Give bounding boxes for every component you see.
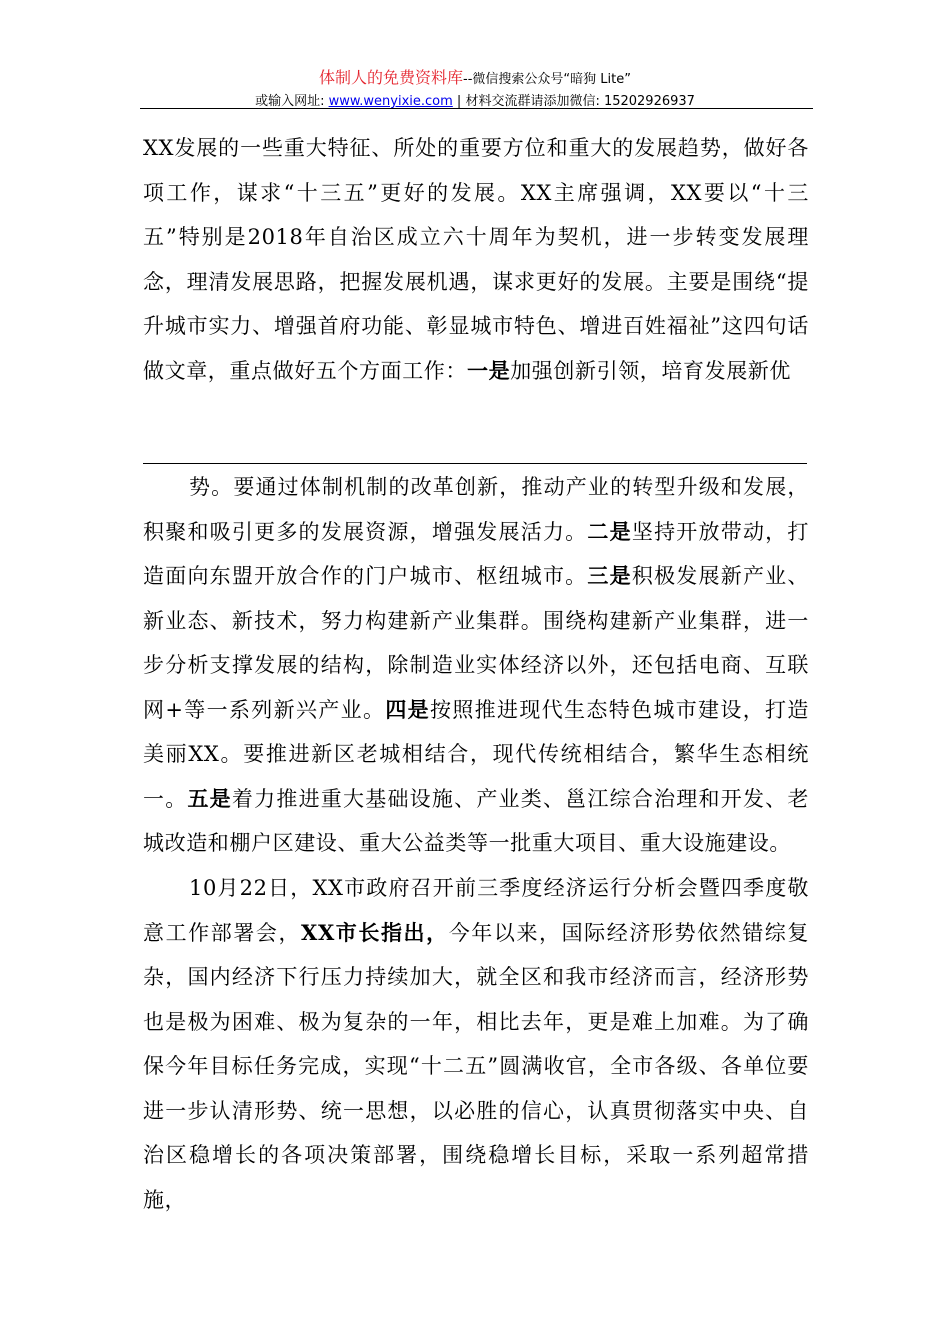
bold-speaker-label: XX市长指出， xyxy=(301,919,449,945)
page1-text-2: 加强创新引领，培育发展新优 xyxy=(510,358,792,383)
p2-text-c: 今年以来，国际经济形势依然错综复杂，国内经济下行压力持续加大，就全区和我市经济而言，经济形势也是极为困难、极为复杂的一年，相比去年，更是难上加难。为了确保今年目标任务完成，实现“十二五”圆满收官，全市各级、各单位要进一步认清形势、统一思想，以必胜的信心，认真贯彻落实中央、自治区稳增长的各项决策部署，围绕稳增长目标，采取一系列超常措施， xyxy=(143,920,809,1212)
bold-label-3: 三是 xyxy=(587,563,632,588)
site-name: 体制人的免费资料库 xyxy=(319,68,464,87)
page2-paragraph-1 xyxy=(143,465,809,866)
p2-text-a: 10月22日，XX市政府召开前三季度经济运行分析会暨四季度敬意工作部署会， xyxy=(143,876,809,945)
page2-paragraph-2 xyxy=(143,866,809,1222)
header-divider xyxy=(140,108,813,109)
p1-text-g: 按照推进现代生态特色城市建设，打造美丽XX。要推进新区老城相结合，现代传统相结合，繁华生态相统一。 xyxy=(143,697,810,811)
p1-text-c: 坚持开放带动，打造面向东盟开放合作的门户城市、枢纽城市。 xyxy=(143,519,809,588)
p1-text-a: 势。要通过体制机制的改革创新，推动产业的转型升级和发展，积聚和吸引更多的发展资源，增强发展活力。 xyxy=(143,475,809,544)
header-tagline: --微信搜索公众号“暗狗 Lite” xyxy=(463,72,631,87)
header-line-2 xyxy=(0,92,950,112)
url-prefix: 或输入网址: xyxy=(255,94,329,109)
p1-text-i: 着力推进重大基础设施、产业类、邕江综合治理和开发、老城改造和棚户区建设、重大公益类等一批重大项目、重大设施建设。 xyxy=(143,786,810,855)
p1-text-e: 积极发展新产业、新业态、新技术，努力构建新产业集群。围绕构建新产业集群，进一步分析支撑发展的结构，除制造业实体经济以外，还包括电商、互联网+等一系列新兴产业。 xyxy=(143,564,809,722)
bold-label-2: 二是 xyxy=(587,518,632,544)
page-break-rule xyxy=(143,463,807,464)
bold-label-1: 一是 xyxy=(467,357,511,383)
bold-label-5: 五是 xyxy=(187,785,232,811)
header-line-1 xyxy=(0,68,950,90)
bold-label-4: 四是 xyxy=(385,696,430,722)
website-link[interactable]: www.wenyixie.com xyxy=(328,94,453,109)
page1-paragraph xyxy=(143,126,809,393)
contact-info: | 材料交流群请添加微信: 15202926937 xyxy=(452,94,695,109)
page1-text: XX发展的一些重大特征、所处的重要方位和重大的发展趋势，做好各项工作，谋求“十三五”更好的发展。XX主席强调，XX要以“十三五”特别是2018年自治区成立六十周年为契机，进一步转变发展理念，理清发展思路，把握发展机遇，谋求更好的发展。主要是围绕“提升城市实力、增强首府功能、彰显城市特色、增进百姓福祉”这四句话做文章，重点做好五个方面工作： xyxy=(143,136,809,383)
page-header xyxy=(0,68,950,112)
